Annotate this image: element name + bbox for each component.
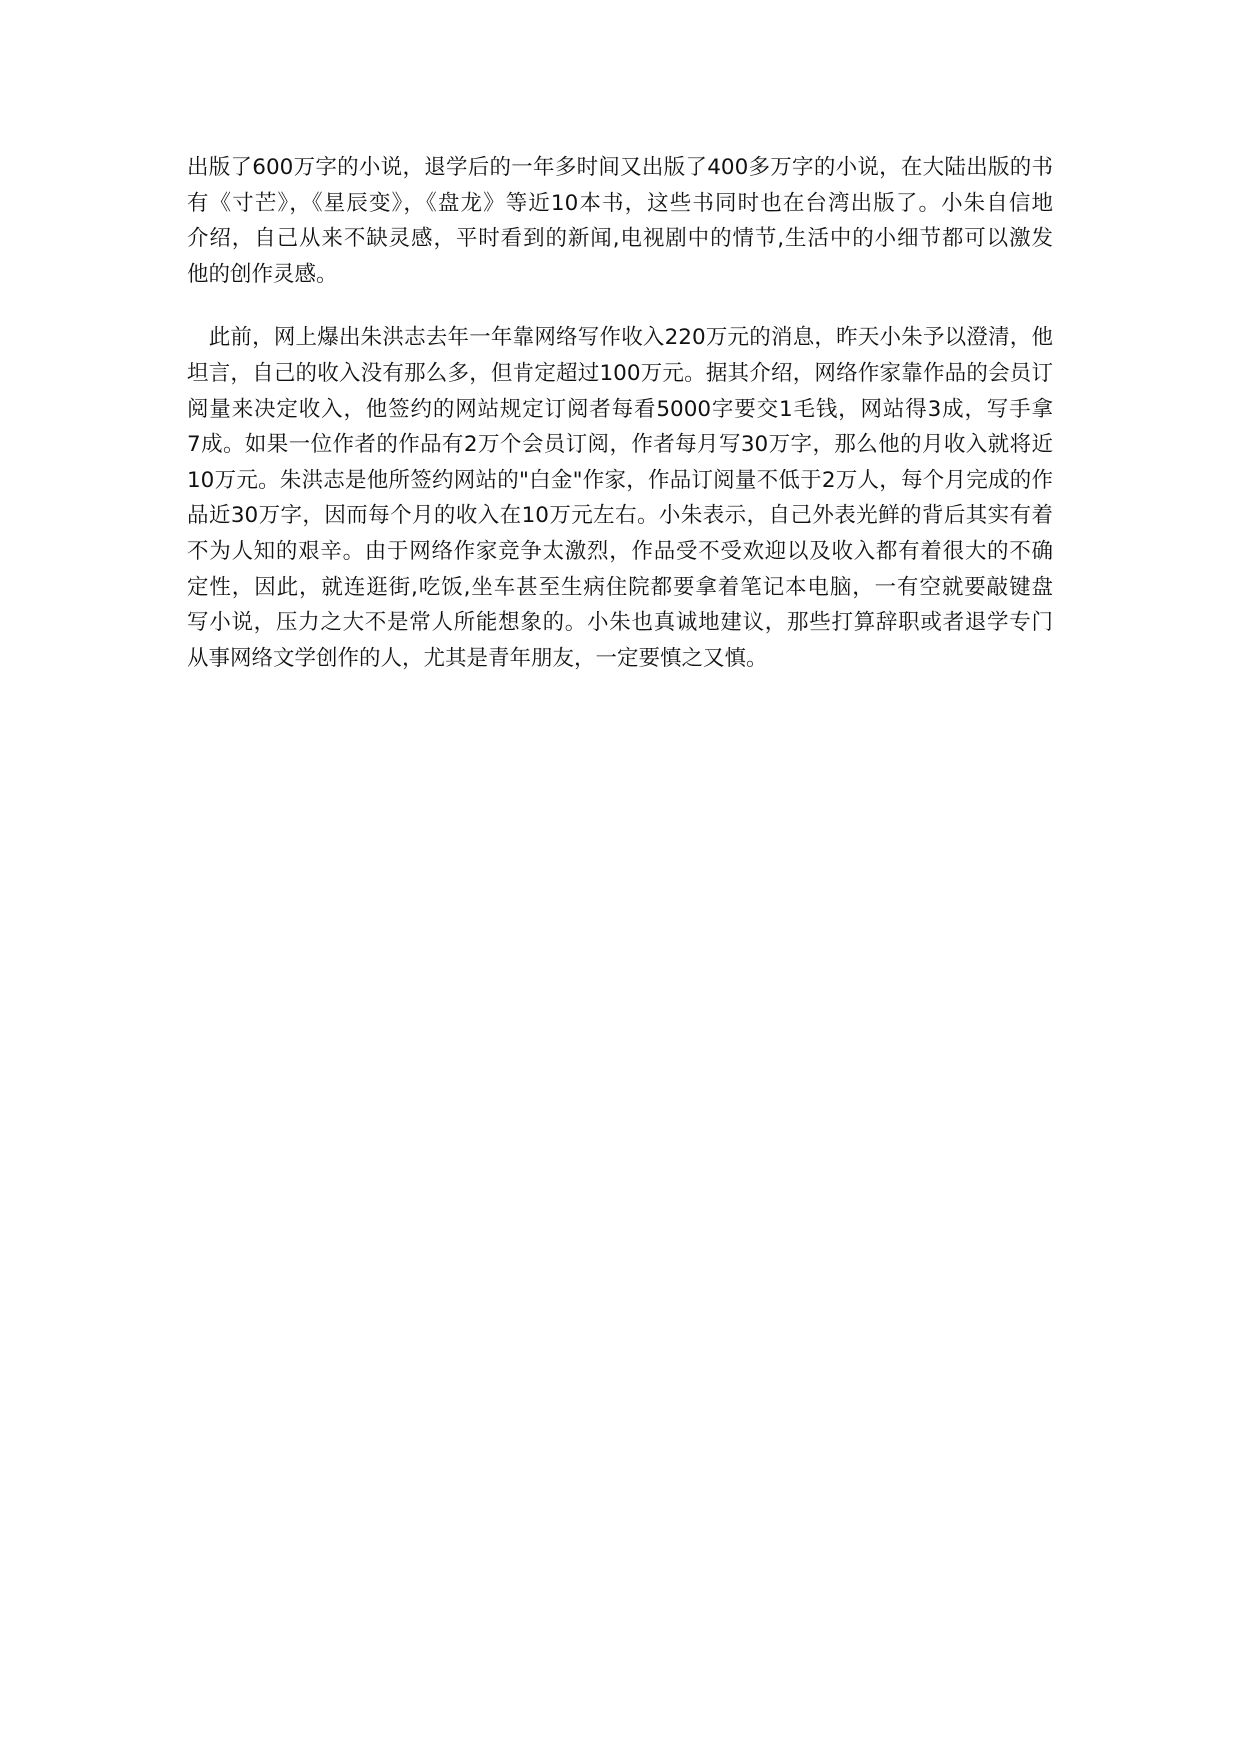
paragraph-line: 7成。如果一位作者的作品有2万个会员订阅，作者每月写30万字，那么他的月收入就将近 <box>187 432 1053 458</box>
paragraph-line: 定性，因此，就连逛街,吃饭,坐车甚至生病住院都要拿着笔记本电脑，一有空就要敲键盘 <box>187 574 1053 600</box>
paragraph-line: 出版了600万字的小说，退学后的一年多时间又出版了400多万字的小说，在大陆出版的书 <box>187 155 1053 180</box>
paragraph-line: 10万元。朱洪志是他所签约网站的"白金"作家，作品订阅量不低于2万人，每个月完成的作 <box>187 467 1053 493</box>
paragraph-line: 他的创作灵感。 <box>187 261 338 287</box>
paragraph-line: 不为人知的艰辛。由于网络作家竞争太激烈，作品受不受欢迎以及收入都有着很大的不确 <box>187 538 1053 564</box>
paragraph-line: 品近30万字，因而每个月的收入在10万元左右。小朱表示，自己外表光鲜的背后其实有着 <box>187 503 1053 529</box>
paragraph-spacer <box>187 292 1053 320</box>
paragraph-line: 介绍，自己从来不缺灵感，平时看到的新闻,电视剧中的情节,生活中的小细节都可以激发 <box>187 226 1053 252</box>
paragraph-2 <box>187 320 1053 676</box>
article-body <box>187 150 1053 676</box>
paragraph-line: 此前，网上爆出朱洪志去年一年靠网络写作收入220万元的消息，昨天小朱予以澄清，他 <box>187 325 1053 351</box>
paragraph-line: 写小说，压力之大不是常人所能想象的。小朱也真诚地建议，那些打算辞职或者退学专门 <box>187 610 1053 636</box>
paragraph-line: 阅量来决定收入，他签约的网站规定订阅者每看5000字要交1毛钱，网站得3成，写手拿 <box>187 396 1053 422</box>
paragraph-line: 坦言，自己的收入没有那么多，但肯定超过100万元。据其介绍，网络作家靠作品的会员订 <box>187 360 1053 386</box>
paragraph-line: 有《寸芒》，《星辰变》，《盘龙》等近10本书，这些书同时也在台湾出版了。小朱自信地 <box>187 190 1053 216</box>
paragraph-1 <box>187 150 1053 292</box>
paragraph-line: 从事网络文学创作的人，尤其是青年朋友，一定要慎之又慎。 <box>187 645 768 671</box>
